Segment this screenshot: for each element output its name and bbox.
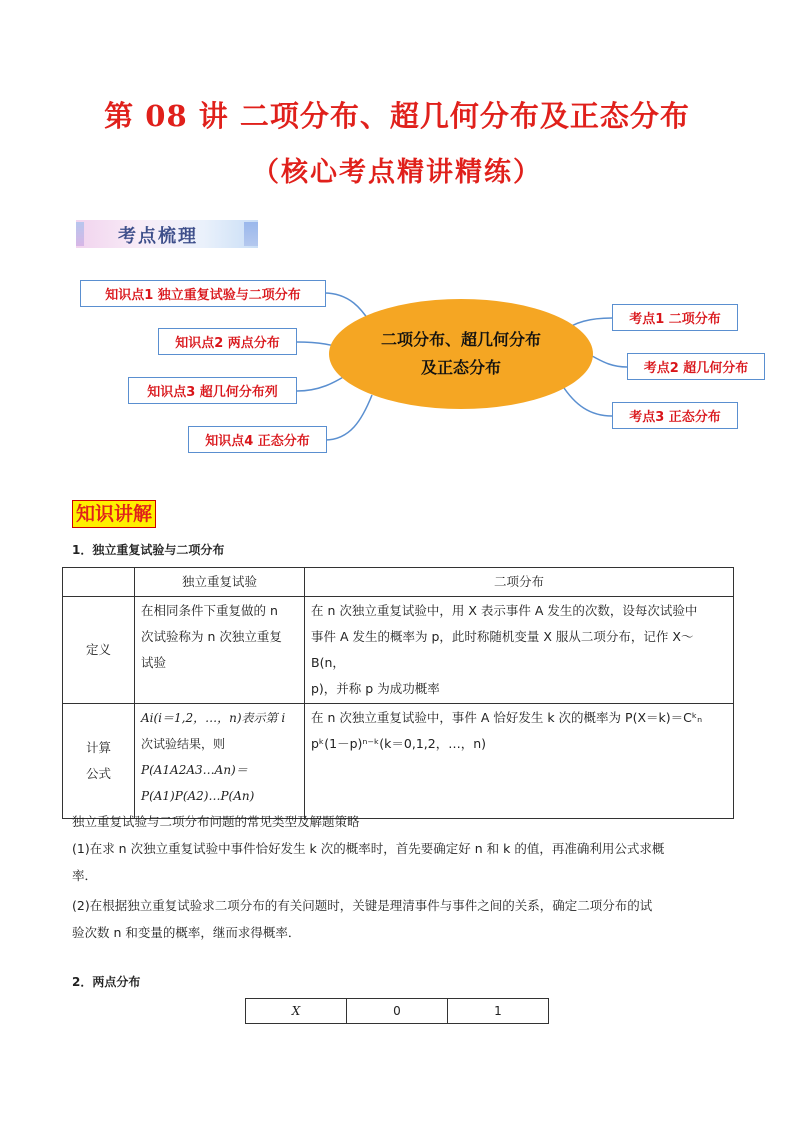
section-1-table — [62, 567, 734, 819]
node-exam-3: 考点3 正态分布 — [612, 402, 738, 429]
cell-line: Ai(i＝1,2，…，n)表示第 i — [141, 711, 286, 725]
cell-line: 事件 A 发生的概率为 p，此时称随机变量 X 服从二项分布，记作 X～B(n， — [311, 629, 694, 670]
cell-line: P(A1A2A3…An)＝ — [141, 763, 248, 777]
cell-line: 次试验结果，则 — [141, 737, 226, 751]
cell-line: p)，并称 p 为成功概率 — [311, 681, 440, 696]
node-knowledge-1: 知识点1 独立重复试验与二项分布 — [80, 280, 326, 307]
cell-line: P(A1)P(A2)…P(An) — [141, 789, 255, 803]
table-cell: 1 — [448, 999, 549, 1024]
section-1-title: 1．独立重复试验与二项分布 — [72, 543, 225, 557]
table-cell: X — [246, 999, 347, 1024]
header-cell: 二项分布 — [305, 568, 734, 597]
header-cell: 独立重复试验 — [135, 568, 305, 597]
node-exam-1: 考点1 二项分布 — [612, 304, 738, 331]
node-knowledge-3: 知识点3 超几何分布列 — [128, 377, 297, 404]
center-line-2: 及正态分布 — [420, 358, 501, 377]
cell-line: 次试验称为 n 次独立重复 — [141, 629, 282, 644]
row-label: 定义 — [63, 597, 135, 704]
table-row — [63, 704, 734, 819]
table-cell — [305, 597, 734, 704]
header-cell — [63, 568, 135, 597]
table-cell: 0 — [347, 999, 448, 1024]
section-2-title: 2．两点分布 — [72, 975, 141, 989]
strategy-p1-line1: (1)在求 n 次独立重复试验中事件恰好发生 k 次的概率时，首先要确定好 n 和 k 的值，再准确利用公式求概 — [72, 841, 665, 856]
row-label-line: 计算 — [85, 740, 111, 755]
cell-line: pᵏ(1－p)ⁿ⁻ᵏ(k＝0,1,2，…，n) — [311, 736, 487, 751]
banner-label: 考点梳理 — [118, 226, 198, 247]
row-label — [63, 704, 135, 819]
cell-line: 试验 — [141, 655, 167, 670]
cell-line: 在 n 次独立重复试验中，用 X 表示事件 A 发生的次数，设每次试验中 — [311, 603, 698, 618]
table-cell — [135, 597, 305, 704]
mind-map-center — [329, 299, 593, 409]
row-label-line: 公式 — [85, 766, 111, 781]
page-title: 第 08 讲 二项分布、超几何分布及正态分布 — [104, 99, 690, 133]
page-subtitle: （核心考点精讲精练） — [252, 157, 542, 188]
cell-line: 在相同条件下重复做的 n — [141, 603, 278, 618]
table-cell — [305, 704, 734, 819]
strategy-title: 独立重复试验与二项分布问题的常见类型及解题策略 — [72, 814, 360, 829]
strategy-p2-line1: (2)在根据独立重复试验求二项分布的有关问题时，关键是理清事件与事件之间的关系，确定二项分布的试 — [72, 898, 653, 913]
table-cell — [135, 704, 305, 819]
node-knowledge-4: 知识点4 正态分布 — [188, 426, 327, 453]
section-2-table — [245, 998, 549, 1024]
strategy-p1-line2: 率． — [72, 868, 98, 883]
table-row — [63, 597, 734, 704]
node-knowledge-2: 知识点2 两点分布 — [158, 328, 297, 355]
center-line-1: 二项分布、超几何分布 — [380, 330, 541, 349]
table-row — [63, 568, 734, 597]
table-row — [246, 999, 549, 1024]
node-exam-2: 考点2 超几何分布 — [627, 353, 765, 380]
knowledge-heading: 知识讲解 — [72, 500, 156, 528]
strategy-p2-line2: 验次数 n 和变量的概率，继而求得概率． — [72, 925, 301, 940]
cell-line: 在 n 次独立重复试验中，事件 A 恰好发生 k 次的概率为 P(X＝k)＝Cᵏₙ — [311, 710, 703, 725]
